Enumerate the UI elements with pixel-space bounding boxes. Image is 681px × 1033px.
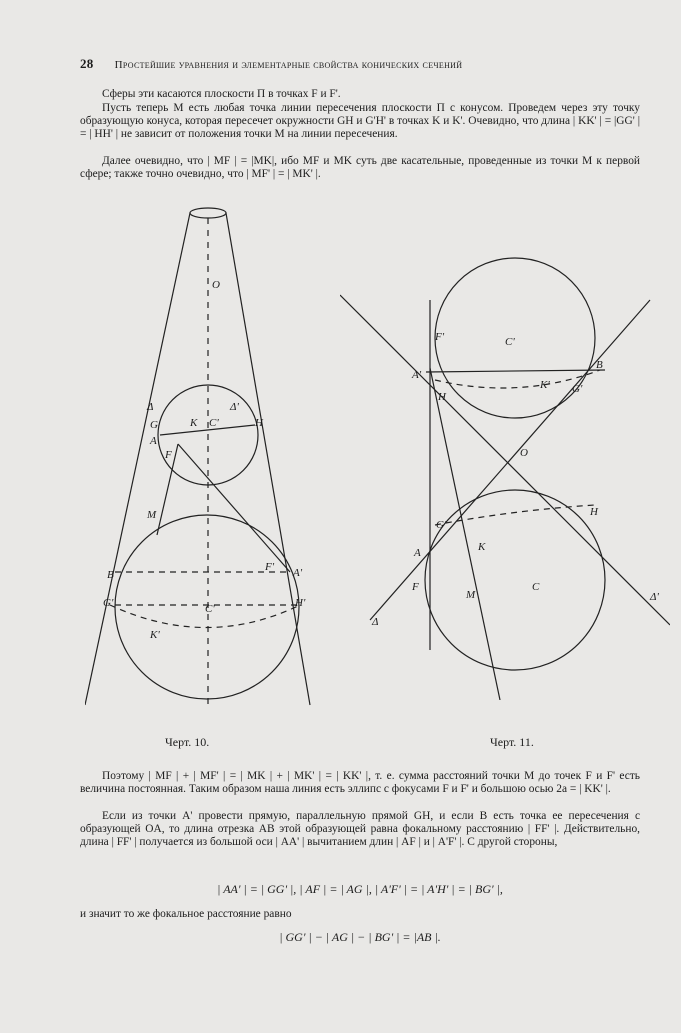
paragraph-3: Далее очевидно, что | MF | = |MK|, ибо MF и MK суть две касательные, проведенные из точки M к первой сфере; также точно очевидно, что | MF' | = | MK' |. bbox=[80, 155, 640, 180]
label-O: O bbox=[520, 447, 528, 459]
label-C-prime: C' bbox=[505, 336, 515, 348]
label-A-prime: A' bbox=[293, 567, 303, 579]
label-C: C' bbox=[209, 417, 219, 429]
page-number: 28 bbox=[80, 56, 94, 71]
label-F: F bbox=[165, 449, 172, 461]
label-K-prime: K' bbox=[150, 629, 160, 641]
label-delta-prime: Δ' bbox=[230, 401, 239, 413]
caption-figure-10: Черт. 10. bbox=[165, 735, 210, 749]
upper-sphere bbox=[435, 258, 595, 418]
lower-sphere bbox=[425, 490, 605, 670]
label-G-prime-upper: G' bbox=[572, 383, 583, 395]
label-G-prime-lower: G' bbox=[436, 519, 447, 531]
label-H-lower: H bbox=[590, 506, 598, 518]
paragraph-4: Поэтому | MF | + | MF' | = | MK | + | MK' | = | KK' |, т. е. сумма расстояний точки M до точек F и F' есть величина постоянная. Таким образом наша линия есть эллипс с фокусами F и F' и большою осью 2a = | KK' |. bbox=[80, 770, 640, 795]
figure-10 bbox=[85, 200, 335, 720]
label-F: F bbox=[412, 581, 419, 593]
label-K: K bbox=[478, 541, 486, 553]
section-line bbox=[430, 368, 500, 700]
label-K: K bbox=[190, 417, 198, 429]
paragraph-6: и значит то же фокальное расстояние равно bbox=[80, 908, 292, 920]
section-line-AA' bbox=[178, 444, 290, 572]
label-delta: Δ bbox=[147, 401, 154, 413]
label-H: H bbox=[255, 417, 263, 429]
label-M: M bbox=[147, 509, 157, 521]
paragraph-2: Пусть теперь M есть любая точка линии пересечения плоскости П с конусом. Проведем через эту точку образующую конуса, которая пересечет окружности GH и G'H' в точках K и K'. Очевидно, что длина | KK' | = |GG' | = | HH' | не зависит от положения точки M на линии пересечения. bbox=[80, 102, 640, 140]
formula-1: | AA' | = | GG' |, | AF | = | AG |, | A'F' | = | A'H' | = | BG' |, bbox=[217, 882, 503, 896]
label-delta: Δ bbox=[372, 616, 379, 628]
label-H: H bbox=[438, 391, 446, 403]
cone-right-generatrix bbox=[226, 213, 310, 705]
label-M: M bbox=[466, 589, 476, 601]
paragraph-1: Сферы эти касаются плоскости П в точках F и F'. bbox=[102, 88, 341, 100]
label-G-prime: G' bbox=[103, 597, 114, 609]
figure-11 bbox=[340, 240, 670, 700]
label-K-prime: K' bbox=[540, 379, 550, 391]
formula-2: | GG' | − | AG | − | BG' | = |AB |. bbox=[279, 930, 441, 944]
paragraph-5: Если из точки A' провести прямую, параллельную прямой GH, и если B есть точка ее пересечения с образующей OA, то длина отрезка AB этой образующей равна фокальному расстоянию | FF' |. Действительно, длина | FF' | получается из большой оси | AA' | вычитанием длин | AF | и | A'F' |. С другой стороны, bbox=[80, 810, 640, 848]
label-A: A bbox=[414, 547, 421, 559]
label-B: B bbox=[596, 359, 603, 371]
running-title: Простейшие уравнения и элементарные свойства конических сечений bbox=[114, 59, 463, 71]
label-H-prime: H' bbox=[295, 597, 306, 609]
label-C-prime-lower: C' bbox=[205, 603, 215, 615]
line-A'B bbox=[426, 370, 605, 372]
label-B: B bbox=[107, 569, 114, 581]
generatrix-ascending bbox=[370, 300, 650, 620]
label-G: G bbox=[150, 419, 158, 431]
cone-top-ellipse bbox=[190, 208, 226, 218]
running-header bbox=[80, 56, 640, 72]
label-A-prime: A' bbox=[412, 369, 422, 381]
label-C: C bbox=[532, 581, 540, 593]
label-F-prime: F' bbox=[265, 561, 275, 573]
label-O: O bbox=[212, 279, 220, 291]
label-F-prime: F' bbox=[435, 331, 445, 343]
label-delta-prime: Δ' bbox=[650, 591, 659, 603]
caption-figure-11: Черт. 11. bbox=[490, 735, 534, 749]
label-A: A bbox=[150, 435, 157, 447]
